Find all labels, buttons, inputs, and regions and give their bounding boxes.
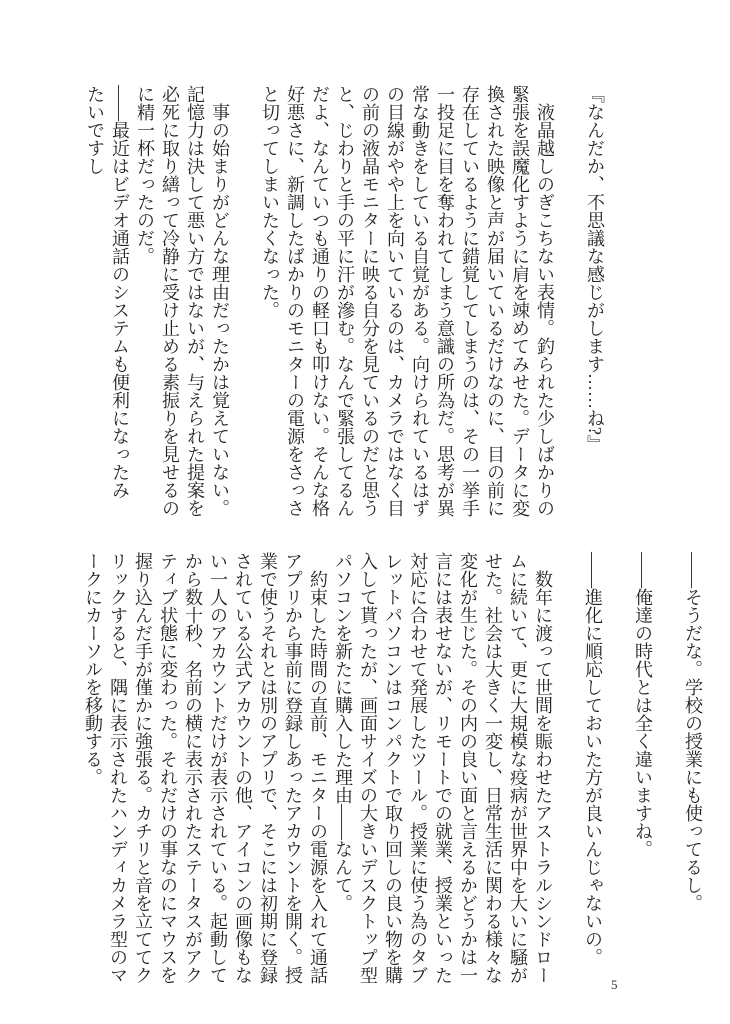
page-number: 5 [611,977,618,992]
text-line: 言には表せないが、リモートでの就業、授業といった [433,552,453,984]
text-line: 業で使うそれとは別のアプリで、そこには初期に登録 [258,552,278,984]
text-line: 液晶越しのぎこちない表情。釣られた少しばかりの [535,85,555,517]
text-line: から数十秒、名前の横に表示されたステータスがアク [183,552,203,984]
text-line: 変化が生じた。その内の良い面と言えるかどうかは一 [458,552,478,984]
text-block-bottom [80,552,705,988]
text-line: 『なんだか、不思議な感じがします……ね?』 [585,85,605,453]
text-line: 一投足に目を奪われてしまう意識の所為だ。思考が異 [435,85,455,517]
blank-line [655,552,680,988]
text-line: ティブ状態に変わった。それだけの事なのにマウスを [158,552,178,984]
text-line: 数年に渡って世間を賑わせたアストラルシンドロー [533,552,553,984]
text-line: ――俺達の時代とは全く違いますね。 [633,552,653,858]
blank-line [232,85,257,521]
text-line: 対応に合わせて発展したツール。授業に使う為のタブ [408,552,428,984]
text-line: レットパソコンはコンパクトで取り回しの良い物を購 [383,552,403,984]
text-line: リックすると、隅に表示されたハンディカメラ型のマ [108,552,128,984]
text-line: 記憶力は決して悪い方ではないが、与えられた提案を [185,85,205,517]
text-line: 約束した時間の直前、モニターの電源を入れて通話 [308,552,328,984]
text-block-top [82,85,607,521]
text-line: アプリから事前に登録しあったアカウントを開く。授 [283,552,303,984]
text-line: ――最近はビデオ通話のシステムも便利になったみ [110,85,130,499]
text-line: に精一杯だったのだ。 [135,85,155,265]
text-line: ――そうだな。学校の授業にも使ってるし。 [683,552,703,912]
text-line: の前の液晶モニターに映る自分を見ているのだと思う [360,85,380,517]
text-line: 常な動きをしている自覚がある。向けられているはず [410,85,430,517]
text-line: と切ってしまいたくなった。 [260,85,280,319]
text-line: 入して貰ったが、画面サイズの大きいデスクトップ型 [358,552,378,984]
blank-line [557,85,582,521]
text-line: 換された映像と声が届いているだけなのに、目の前に [485,85,505,517]
text-line: 握り込んだ手が僅かに強張る。カチリと音を立ててク [133,552,153,984]
blank-line [605,552,630,988]
text-line: 必死に取り繕って冷静に受け止める素振りを見せるの [160,85,180,517]
text-line: の目線がやや上を向いているのは、カメラではなく目 [385,85,405,517]
text-line: ークにカーソルを移動する。 [83,552,103,786]
text-line: たいですし [85,85,105,175]
text-line: ムに続いて、更に大規模な疫病が世界中を大いに騒が [508,552,528,984]
blank-line [555,552,580,988]
text-line: ――進化に順応しておいた方が良いんじゃないの。 [583,552,603,966]
text-line: パソコンを新たに購入した理由――なんて。 [333,552,353,912]
text-line: 事の始まりがどんな理由だったかは覚えていない。 [210,85,230,517]
text-line: されている公式アカウントの他、アイコンの画像もな [233,552,253,984]
text-line: 好悪さに、新調したばかりのモニターの電源をさっさ [285,85,305,517]
text-line: だよ、なんていつも通りの軽口も叩けない。そんな格 [310,85,330,517]
text-line: せた。社会は大きく一変し、日常生活に関わる様々な [483,552,503,984]
text-line: と、じわりと手の平に汗が滲む。なんで緊張してるん [335,85,355,517]
text-line: 存在しているように錯覚してしまうのは、その一挙手 [460,85,480,517]
text-line: い一人のアカウントだけが表示されている。起動して [208,552,228,984]
text-line: 緊張を誤魔化すように肩を竦めてみせた。データに変 [510,85,530,517]
